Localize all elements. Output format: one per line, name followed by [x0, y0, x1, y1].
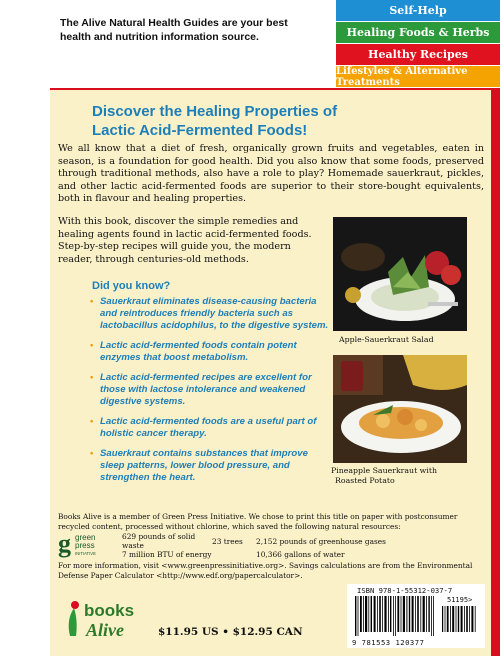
barcode-price-code: 51195>: [447, 596, 473, 604]
bullet-text: Lactic acid-fermented recipes are excellent for those with lactose intolerance and weakened digestive systems.: [100, 372, 312, 407]
brand-word-books: books: [84, 601, 135, 620]
pineapple-photo-caption: [331, 466, 437, 486]
brand-word-alive: Alive: [86, 620, 124, 640]
table-cell: 629 pounds of solid waste: [122, 532, 196, 550]
books-alive-logo: [64, 596, 152, 642]
list-item: [90, 340, 330, 364]
series-band-healing-foods: Healing Foods & Herbs: [336, 22, 500, 44]
series-band-lifestyles: Lifestyles & Alternative Treatments: [336, 66, 500, 88]
headline-line-1: Discover the Healing Properties of: [92, 103, 338, 120]
table-row: [122, 532, 386, 550]
salad-photo: [333, 217, 467, 331]
bullet-icon: •: [90, 416, 94, 427]
pineapple-dish-illustration: [333, 355, 467, 463]
isbn-number: ISBN 978-1-55312-037-7: [357, 586, 453, 595]
series-band-healthy-recipes: Healthy Recipes: [336, 44, 500, 66]
bullet-icon: •: [90, 448, 94, 459]
logo-word-green: green: [75, 533, 96, 542]
table-cell: 10,366 gallons of water: [256, 550, 345, 559]
list-item: [90, 372, 330, 408]
caption-line-2: Roasted Potato: [335, 476, 395, 485]
table-cell: 23 trees: [212, 536, 243, 546]
bullet-text: Sauerkraut contains substances that improve sleep patterns, lower blood pressure, and strengthen the heart.: [100, 448, 308, 483]
price-label: $11.95 US • $12.95 CAN: [158, 626, 303, 638]
bullet-text: Sauerkraut eliminates disease-causing bacteria and reintroduces friendly bacteria such as lactobacillus acidophilus, to the digestive system.: [100, 296, 329, 331]
intro-paragraph: We all know that a diet of fresh, organically grown fruits and vegetables, eaten in season, is a foundation for good health. Did you also know that some foods, preserved through traditional methods, also have a role to play? Homemade sauerkraut, pickles, and other lactic acid-fermented foods are superior to their store-bought equivalents, both in flavour and healing properties.: [58, 143, 484, 204]
headline-line-2: Lactic Acid-Fermented Foods!: [92, 122, 308, 139]
bullet-text: Lactic acid-fermented foods contain potent enzymes that boost metabolism.: [100, 340, 297, 363]
table-cell: 2,152 pounds of greenhouse gases: [256, 536, 386, 546]
table-cell: 7 million BTU of energy: [122, 550, 212, 559]
bullet-text: Lactic acid-fermented foods are a useful part of holistic cancer therapy.: [100, 416, 317, 439]
book-description-paragraph: With this book, discover the simple remedies and healing agents found in lactic acid-fermented foods. Step-by-step recipes will guide you, the modern reader, through centuries-old methods.: [58, 216, 312, 265]
books-alive-logo-mark: [64, 596, 152, 642]
table-row: [122, 550, 386, 559]
bullet-icon: •: [90, 372, 94, 383]
green-press-statement: Books Alive is a member of Green Press Initiative. We chose to print this title on paper with postconsumer recycled content, processed without chlorine, which saved the following natural resources:: [58, 512, 458, 531]
bullet-icon: •: [90, 340, 94, 351]
logo-word-initiative: INITIATIVE: [75, 551, 96, 556]
pineapple-dish-photo: [333, 355, 467, 463]
bullet-icon: •: [90, 296, 94, 307]
caption-line-1: Pineapple Sauerkraut with: [331, 466, 438, 475]
list-item: [90, 416, 330, 440]
series-tagline: The Alive Natural Health Guides are your best health and nutrition information source.: [60, 17, 288, 43]
cover-headline: [92, 102, 452, 140]
salad-photo-caption: Apple-Sauerkraut Salad: [339, 335, 434, 344]
barcode-digits: 9 781553 120377: [352, 638, 425, 647]
list-item: [90, 296, 330, 332]
series-category-bands: [336, 0, 500, 88]
salad-illustration: [333, 217, 467, 331]
list-item: [90, 448, 330, 484]
more-info-text: For more information, visit <www.greenpressinitiative.org>. Savings calculations are from the Environmental Defense Paper Calculator <http://www.edf.org/papercalculator>.: [58, 561, 473, 580]
resources-saved-table: [122, 532, 386, 559]
red-side-bar: [491, 88, 500, 656]
red-divider: [50, 88, 491, 90]
logo-word-press: press: [75, 541, 95, 550]
svg-text:g: g: [58, 530, 71, 558]
did-you-know-heading: Did you know?: [92, 280, 171, 292]
green-press-logo-mark: [58, 530, 120, 558]
green-press-logo: [58, 530, 120, 558]
series-band-self-help: Self-Help: [336, 0, 500, 22]
did-you-know-list: [90, 296, 330, 492]
table-cell: [212, 550, 256, 559]
